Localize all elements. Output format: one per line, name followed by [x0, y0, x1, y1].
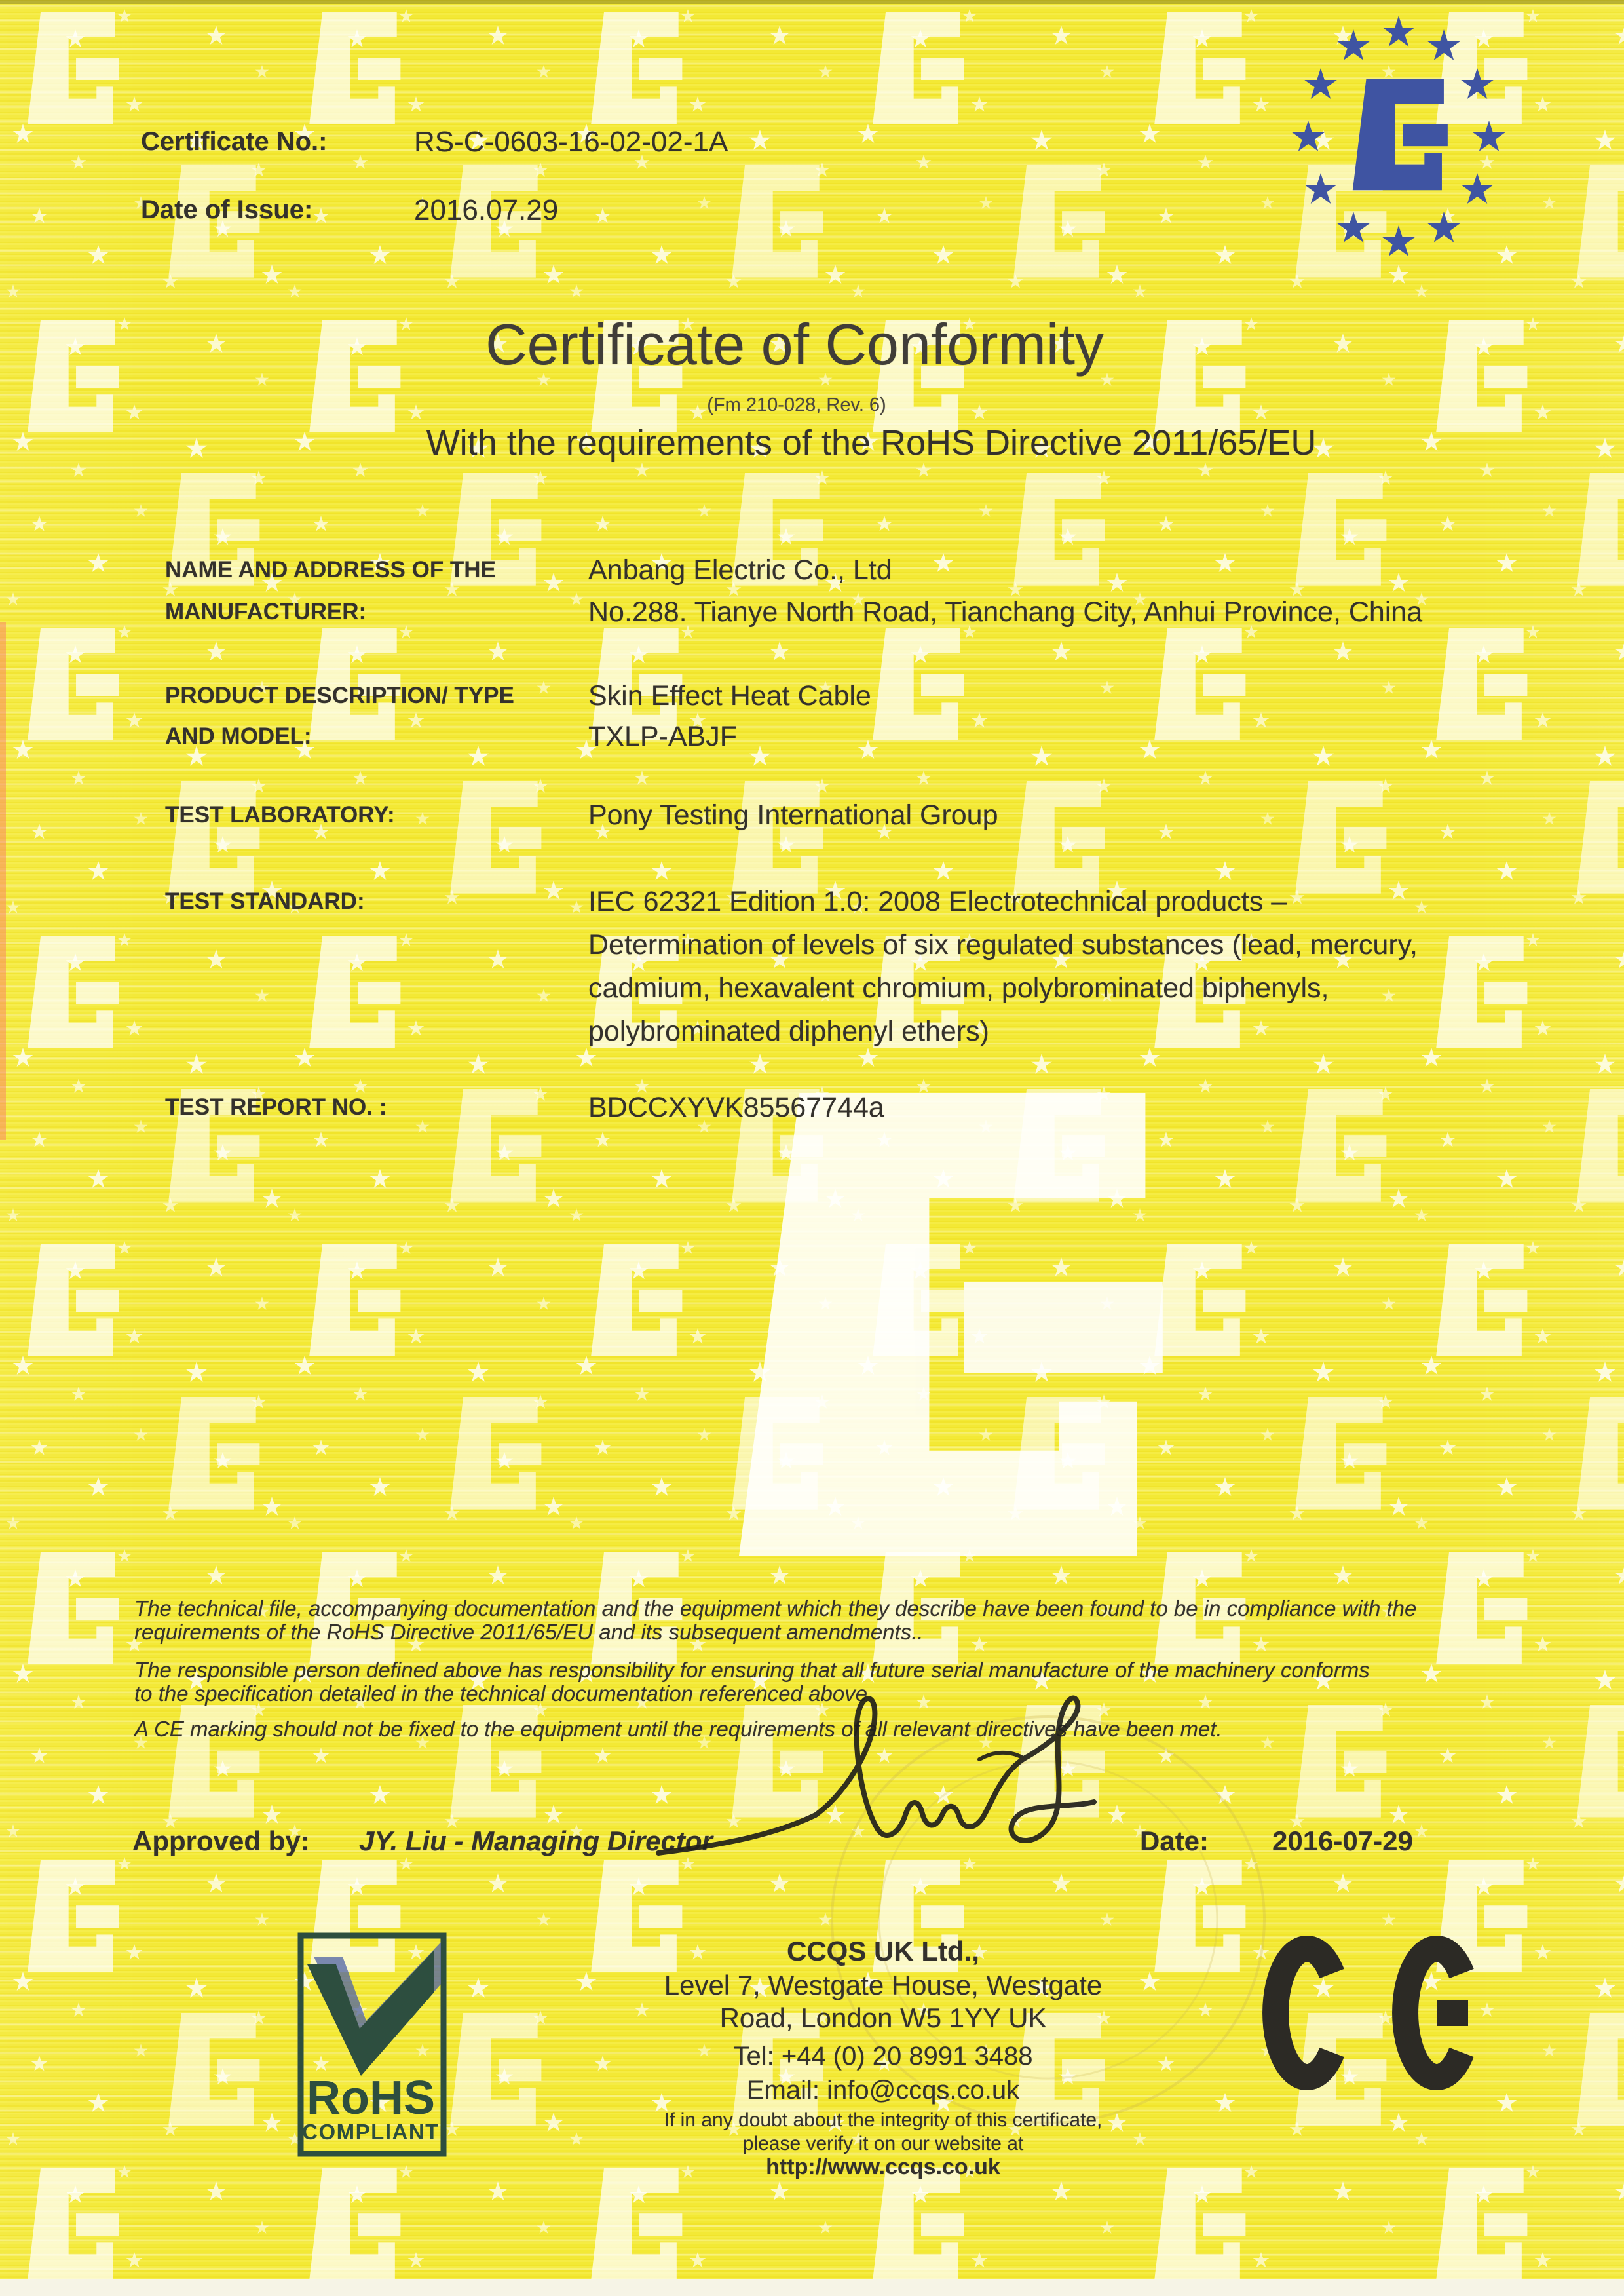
footer-company: CCQS UK Ltd.,: [787, 1936, 979, 1966]
test-standard-value-line1: IEC 62321 Edition 1.0: 2008 Electrotechnical products –: [588, 886, 1287, 917]
footer-email: Email: info@ccqs.co.uk: [746, 2076, 1020, 2105]
certificate-no-label: Certificate No.:: [141, 127, 328, 156]
test-laboratory-value: Pony Testing International Group: [588, 799, 998, 831]
manufacturer-label-line1: NAME AND ADDRESS OF THE: [165, 557, 496, 583]
scan-edge-top: [0, 0, 1624, 4]
rohs-compliant-badge: [297, 1932, 447, 2158]
test-standard-value-line3: cadmium, hexavalent chromium, polybrominated biphenyls,: [588, 972, 1329, 1004]
product-value-line1: Skin Effect Heat Cable: [588, 680, 871, 712]
test-report-label: TEST REPORT NO. :: [165, 1094, 387, 1120]
page-title: Certificate of Conformity: [485, 312, 1104, 377]
product-label-line1: PRODUCT DESCRIPTION/ TYPE: [165, 683, 514, 708]
form-revision: (Fm 210-028, Rev. 6): [707, 394, 886, 415]
footer-address-line2: Road, London W5 1YY UK: [719, 2002, 1047, 2033]
approved-by-label: Approved by:: [132, 1826, 310, 1856]
manufacturer-value-line1: Anbang Electric Co., Ltd: [588, 554, 892, 586]
manufacturer-label-line2: MANUFACTURER:: [165, 599, 367, 624]
footer-website: http://www.ccqs.co.uk: [766, 2154, 1000, 2179]
rohs-caption-text: COMPLIANT: [302, 2120, 440, 2144]
footer-note-line1: If in any doubt about the integrity of this certificate,: [664, 2109, 1103, 2131]
eu-stars-ring-icon: [1292, 16, 1505, 256]
approval-date-value: 2016-07-29: [1272, 1826, 1413, 1856]
ce-mark-icon: [1245, 1926, 1507, 2103]
certificate-no-value: RS-C-0603-16-02-02-1A: [414, 126, 728, 158]
test-standard-label: TEST STANDARD:: [165, 889, 365, 914]
footer-address-line1: Level 7, Westgate House, Westgate: [664, 1970, 1103, 2000]
approver-name: JY. Liu - Managing Director: [359, 1826, 713, 1856]
test-report-value: BDCCXYVK85567744a: [588, 1092, 884, 1123]
manufacturer-value-line2: No.288. Tianye North Road, Tianchang City, Anhui Province, China: [588, 596, 1423, 628]
footer-tel: Tel: +44 (0) 20 8991 3488: [733, 2042, 1033, 2071]
ccqs-eu-logo-icon: [1277, 13, 1526, 269]
declaration-p2-line1: The responsible person defined above has responsibility for ensuring that all future serial manufacture of the machinery conforms: [134, 1658, 1370, 1682]
footer-note-line2: please verify it on our website at: [742, 2133, 1024, 2154]
directive-subtitle: With the requirements of the RoHS Directive 2011/65/EU: [426, 423, 1317, 463]
approval-date-label: Date:: [1140, 1826, 1209, 1856]
declaration-p2-line2: to the specification detailed in the technical documentation referenced above: [134, 1681, 868, 1706]
test-standard-value-line2: Determination of levels of six regulated substances (lead, mercury,: [588, 929, 1418, 961]
declaration-p1-line1: The technical file, accompanying documentation and the equipment which they describe have been found to be in compliance with the: [134, 1596, 1417, 1620]
rohs-check-icon: [307, 1950, 434, 2076]
declaration-p1-line2: requirements of the RoHS Directive 2011/65/EU and its subsequent amendments..: [134, 1620, 924, 1644]
test-laboratory-label: TEST LABORATORY:: [165, 802, 395, 828]
product-label-line2: AND MODEL:: [165, 723, 312, 749]
rohs-brand-text: RoHS: [307, 2072, 435, 2124]
date-of-issue-value: 2016.07.29: [414, 194, 559, 226]
approver-signature-icon: [649, 1677, 1160, 1881]
date-of-issue-label: Date of Issue:: [141, 195, 313, 224]
test-standard-value-line4: polybrominated diphenyl ethers): [588, 1016, 989, 1047]
scan-artifact-strip: [0, 622, 6, 1140]
product-value-line2: TXLP-ABJF: [588, 721, 737, 752]
ccqs-e-icon: [1353, 79, 1448, 190]
scan-edge-bottom: [0, 2279, 1624, 2296]
declaration-p3: A CE marking should not be fixed to the equipment until the requirements of all relevant directives have been met.: [134, 1717, 1222, 1741]
